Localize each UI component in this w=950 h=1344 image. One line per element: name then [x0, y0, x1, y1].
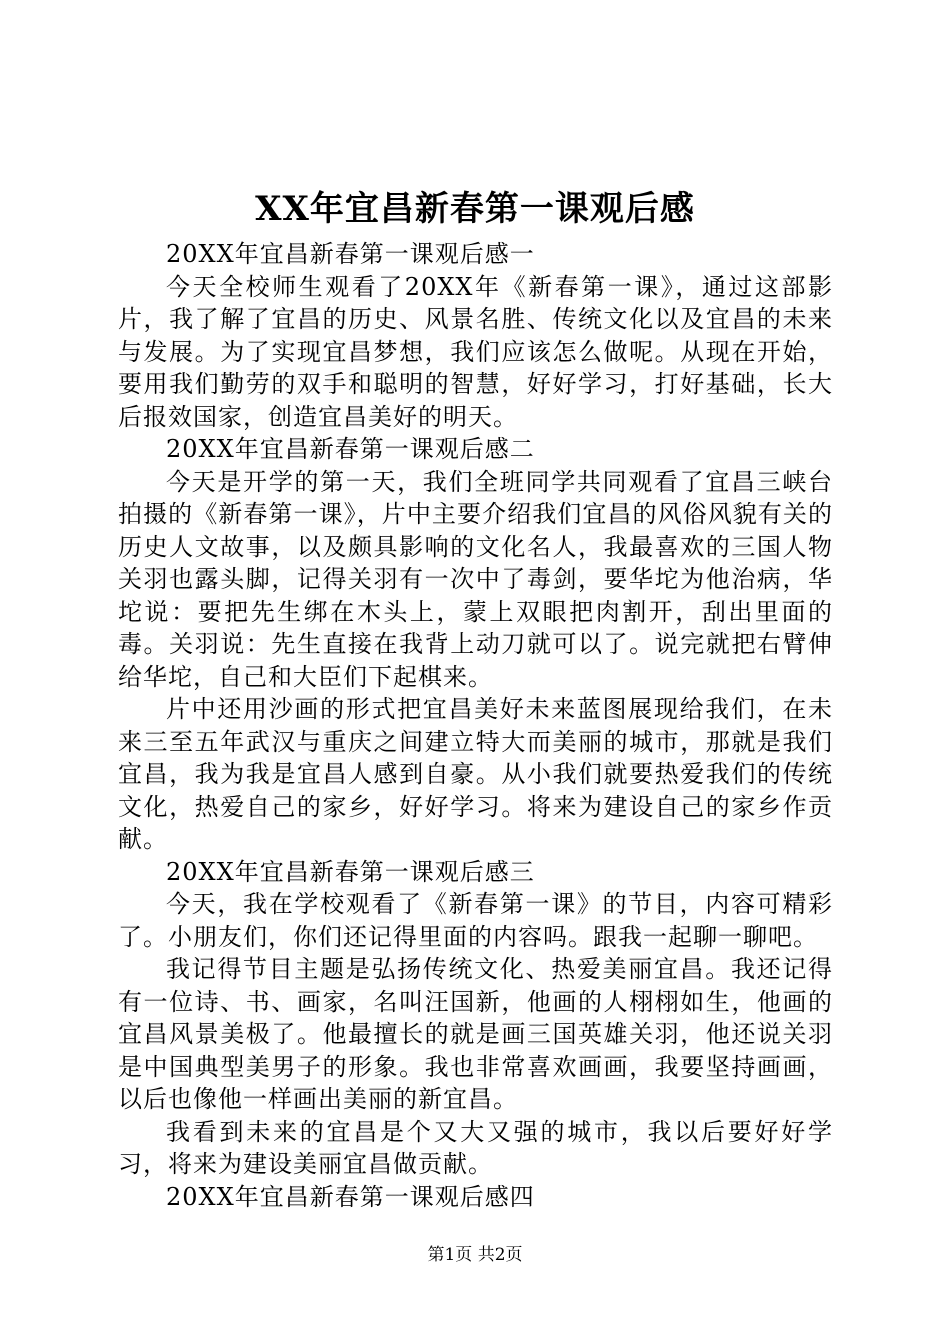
- section-heading-3: 20XX年宜昌新春第一课观后感三: [166, 857, 535, 886]
- paragraph: 我记得节目主题是弘扬传统文化、热爱美丽宜昌。我还记得有一位诗、书、画家，名叫汪国新，他画的人栩栩如生，他画的宜昌风景美极了。他最擅长的就是画三国英雄关羽，他还说关羽是中国典型美男子的形象。我也非常喜欢画画，我要坚持画画，以后也像他一样画出美丽的新宜昌。: [118, 955, 833, 1113]
- section-heading-1: 20XX年宜昌新春第一课观后感一: [166, 240, 535, 268]
- paragraph: 我看到未来的宜昌是个又大又强的城市，我以后要好好学习，将来为建设美丽宜昌做贡献。: [118, 1117, 833, 1178]
- paragraph: 片中还用沙画的形式把宜昌美好未来蓝图展现给我们，在未来三至五年武汉与重庆之间建立特大而美丽的城市，那就是我们宜昌，我为我是宜昌人感到自豪。从小我们就要热爱我们的传统文化，热爱自己的家乡，好好学习。将来为建设自己的家乡作贡献。: [118, 695, 833, 853]
- paragraph: 今天，我在学校观看了《新春第一课》的节目，内容可精彩了。小朋友们，你们还记得里面的内容吗。跟我一起聊一聊吧。: [118, 890, 833, 951]
- document-body: [118, 238, 833, 1213]
- section-heading-4: 20XX年宜昌新春第一课观后感四: [166, 1182, 535, 1211]
- section-heading-2: 20XX年宜昌新春第一课观后感二: [166, 435, 535, 463]
- paragraph: 今天全校师生观看了20XX年《新春第一课》，通过这部影片，我了解了宜昌的历史、风景名胜、传统文化以及宜昌的未来与发展。为了实现宜昌梦想，我们应该怎么做呢。从现在开始，要用我们勤劳的双手和聪明的智慧，好好学习，打好基础，长大后报效国家，创造宜昌美好的明天。: [118, 272, 833, 431]
- document-title: XX年宜昌新春第一课观后感: [255, 189, 695, 229]
- page-footer: 第1页 共2页: [427, 1245, 523, 1265]
- paragraph: 今天是开学的第一天，我们全班同学共同观看了宜昌三峡台拍摄的《新春第一课》，片中主要介绍我们宜昌的风俗风貌有关的历史人文故事，以及颇具影响的文化名人，我最喜欢的三国人物关羽也露头脚，记得关羽有一次中了毒剑，要华坨为他治病，华坨说：要把先生绑在木头上，蒙上双眼把肉割开，刮出里面的毒。关羽说：先生直接在我背上动刀就可以了。说完就把右臂伸给华坨，自己和大臣们下起棋来。: [118, 467, 833, 691]
